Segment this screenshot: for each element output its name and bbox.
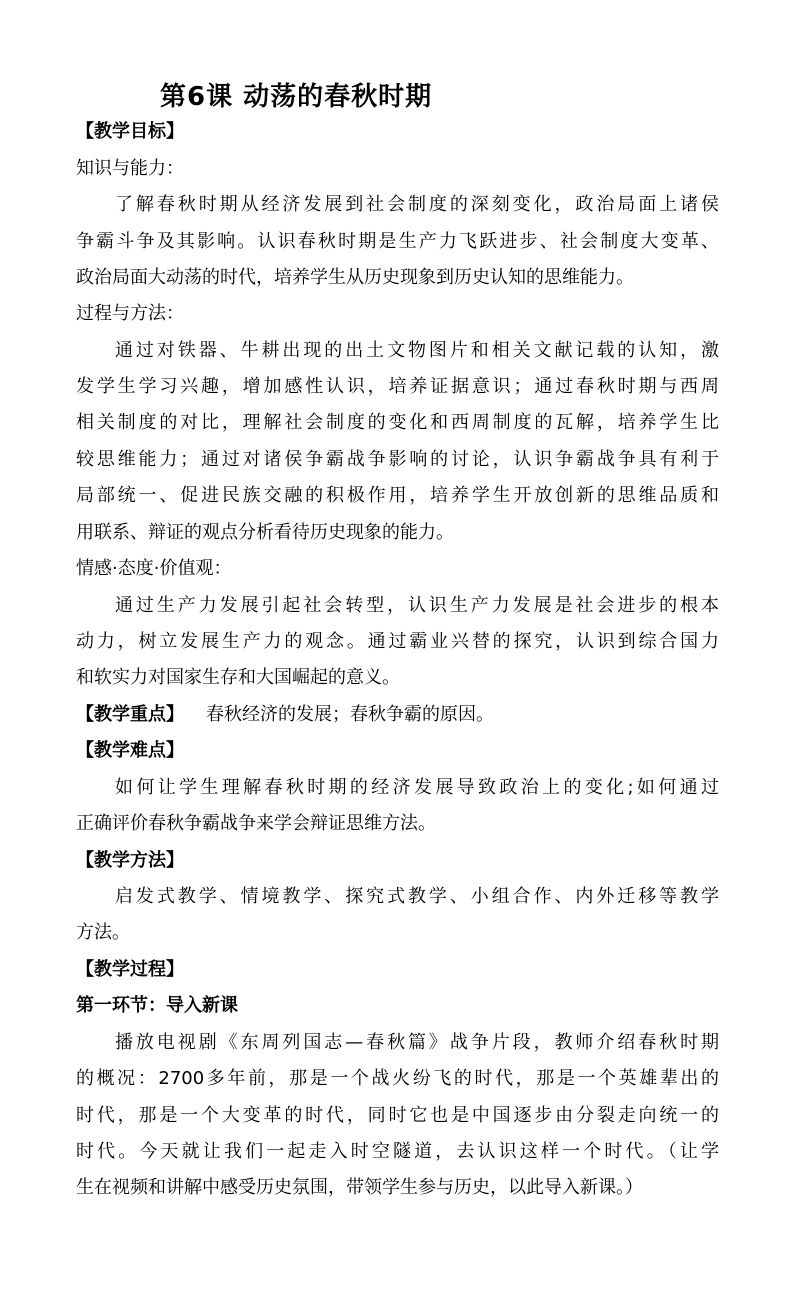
methods-heading: 【教学方法】 — [76, 850, 184, 871]
process-line: 局部统一、促进民族交融的积极作用，培养学生开放创新的思维品质和 — [76, 485, 719, 506]
process-line: 用联系、辩证的观点分析看待历史现象的能力。 — [76, 522, 454, 543]
step1-heading: 第一环节：导入新课 — [76, 995, 238, 1016]
knowledge-line: 了解春秋时期从经济发展到社会制度的深刻变化，政治局面上诸侯 — [115, 194, 719, 215]
difficulties-line: 如何让学生理解春秋时期的经济发展导致政治上的变化;如何通过 — [115, 777, 719, 798]
process-line: 相关制度的对比，理解社会制度的变化和西周制度的瓦解，培养学生比 — [76, 412, 719, 433]
difficulties-heading: 【教学难点】 — [76, 740, 184, 761]
step1-line: 生在视频和讲解中感受历史氛围，带领学生参与历史，以此导入新课。） — [76, 1177, 643, 1198]
step1-line: 播放电视剧《东周列国志—春秋篇》战争片段，教师介绍春秋时期 — [115, 1032, 719, 1053]
methods-line: 启发式教学、情境教学、探究式教学、小组合作、内外迁移等教学 — [115, 886, 719, 907]
key-points-text: 春秋经济的发展；春秋争霸的原因。 — [206, 704, 494, 725]
process-label: 过程与方法： — [76, 303, 184, 324]
step1-line: 的概况：2700多年前，那是一个战火纷飞的时代，那是一个英雄辈出的 — [76, 1068, 719, 1089]
process-line: 较思维能力；通过对诸侯争霸战争影响的讨论，认识争霸战争具有利于 — [76, 449, 719, 470]
knowledge-line: 争霸斗争及其影响。认识春秋时期是生产力飞跃进步、社会制度大变革、 — [76, 231, 719, 252]
process-line: 发学生学习兴趣，增加感性认识，培养证据意识；通过春秋时期与西周 — [76, 376, 719, 397]
knowledge-line: 政治局面大动荡的时代，培养学生从历史现象到历史认知的思维能力。 — [76, 267, 634, 288]
values-line: 通过生产力发展引起社会转型，认识生产力发展是社会进步的根本 — [115, 595, 719, 616]
methods-line: 方法。 — [76, 922, 130, 943]
process-heading: 【教学过程】 — [76, 959, 184, 980]
key-points-heading: 【教学重点】 — [76, 704, 184, 725]
values-line: 动力，树立发展生产力的观念。通过霸业兴替的探究，认识到综合国力 — [76, 631, 719, 652]
values-label: 情感·态度·价值观： — [76, 558, 232, 579]
lesson-title: 第6课 动荡的春秋时期 — [160, 82, 433, 112]
step1-line: 时代。今天就让我们一起走入时空隧道，去认识这样一个时代。（让学 — [76, 1141, 719, 1162]
knowledge-label: 知识与能力： — [76, 158, 184, 179]
key-points-row — [76, 701, 494, 729]
process-line: 通过对铁器、牛耕出现的出土文物图片和相关文献记载的认知，激 — [115, 340, 719, 361]
step1-line: 时代，那是一个大变革的时代，同时它也是中国逐步由分裂走向统一的 — [76, 1105, 719, 1126]
values-line: 和软实力对国家生存和大国崛起的意义。 — [76, 667, 400, 688]
objectives-heading: 【教学目标】 — [76, 121, 184, 142]
difficulties-line: 正确评价春秋争霸战争来学会辩证思维方法。 — [76, 813, 436, 834]
